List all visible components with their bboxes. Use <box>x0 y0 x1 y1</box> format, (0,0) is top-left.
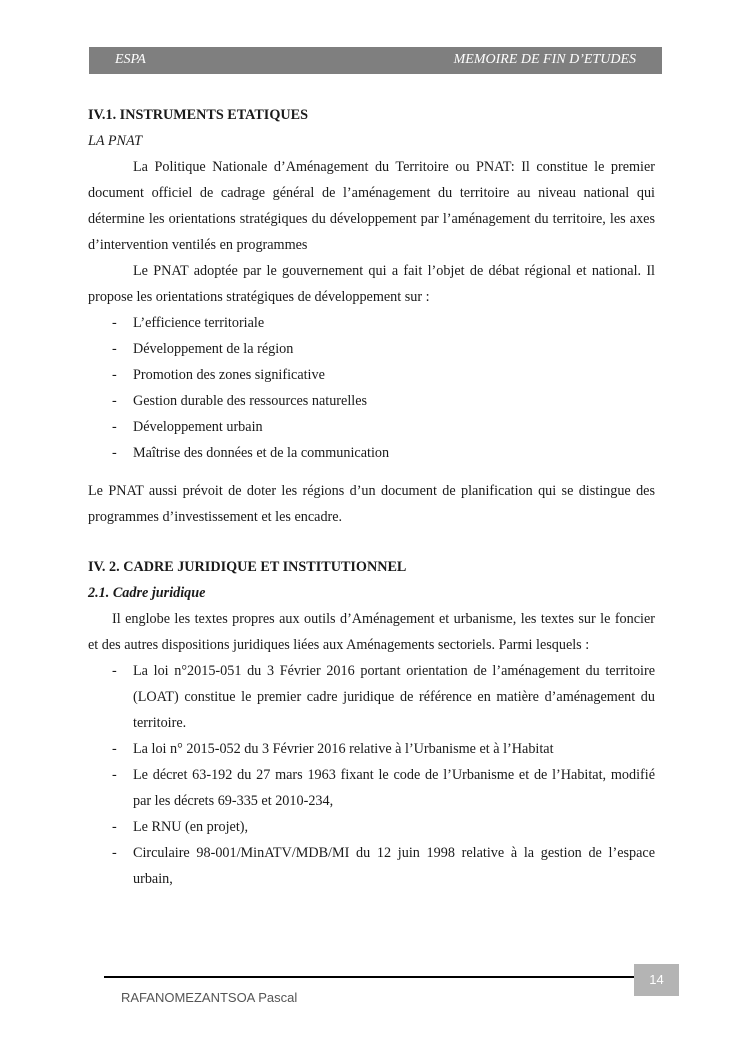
dash-marker: - <box>112 419 117 435</box>
list-item: - La loi n° 2015-052 du 3 Février 2016 relative à l’Urbanisme et à l’Habitat <box>88 736 655 762</box>
dash-marker: - <box>112 663 117 679</box>
dash-marker: - <box>112 845 117 861</box>
paragraph: Le PNAT adoptée par le gouvernement qui a fait l’objet de débat régional et national. Il propose les orientations stratégiques de développement sur : <box>88 263 655 305</box>
dash-marker: - <box>112 819 117 835</box>
pnat-orientations-list <box>88 310 655 466</box>
dash-marker: - <box>112 341 117 357</box>
list-item: - La loi n°2015-051 du 3 Février 2016 portant orientation de l’aménagement du territoire (LOAT) constitue le premier cadre juridique de référence en matière d’aménagement du territoire. <box>88 658 655 736</box>
subtitle-pnat: LA PNAT <box>88 133 143 149</box>
footer-author: RAFANOMEZANTSOA Pascal <box>121 990 298 1005</box>
section-title-2: IV. 2. CADRE JURIDIQUE ET INSTITUTIONNEL <box>88 559 407 575</box>
list-item: - Gestion durable des ressources naturelles <box>88 388 655 414</box>
header-right: MEMOIRE DE FIN D’ETUDES <box>453 52 636 67</box>
list-item: - Développement de la région <box>88 336 655 362</box>
paragraph: Le PNAT aussi prévoit de doter les régions d’un document de planification qui se distingue des programmes d’investissement et les encadre. <box>88 483 655 525</box>
section-title-1: IV.1. INSTRUMENTS ETATIQUES <box>88 107 308 123</box>
list-item: - Le décret 63-192 du 27 mars 1963 fixant le code de l’Urbanisme et de l’Habitat, modifié par les décrets 69-335 et 2010-234, <box>88 762 655 814</box>
list-item: - L’efficience territoriale <box>88 310 655 336</box>
paragraph: La Politique Nationale d’Aménagement du Territoire ou PNAT: Il constitue le premier document officiel de cadrage général de l’aménagement du territoire au niveau national qui détermine les orientations stratégiques du développement par l’aménagement du territoire, les axes d’intervention ventilés en programmes <box>88 159 655 253</box>
subtitle-cadre-juridique: 2.1. Cadre juridique <box>88 585 206 601</box>
page-number: 14 <box>634 964 679 996</box>
header-left: ESPA <box>115 52 146 67</box>
dash-marker: - <box>112 393 117 409</box>
list-item: - Promotion des zones significative <box>88 362 655 388</box>
dash-marker: - <box>112 767 117 783</box>
page-header <box>89 47 662 74</box>
dash-marker: - <box>112 367 117 383</box>
list-item: - Le RNU (en projet), <box>88 814 655 840</box>
list-item: - Développement urbain <box>88 414 655 440</box>
list-item: - Circulaire 98-001/MinATV/MDB/MI du 12 juin 1998 relative à la gestion de l’espace urbain, <box>88 840 655 892</box>
dash-marker: - <box>112 315 117 331</box>
footer-divider <box>104 976 634 978</box>
list-item: - Maîtrise des données et de la communication <box>88 440 655 466</box>
page-content <box>88 102 655 892</box>
dash-marker: - <box>112 741 117 757</box>
paragraph: Il englobe les textes propres aux outils d’Aménagement et urbanisme, les textes sur le foncier et des autres dispositions juridiques liées aux Aménagements sectoriels. Parmi lesquels : <box>88 611 655 653</box>
dash-marker: - <box>112 445 117 461</box>
legal-texts-list <box>88 658 655 892</box>
